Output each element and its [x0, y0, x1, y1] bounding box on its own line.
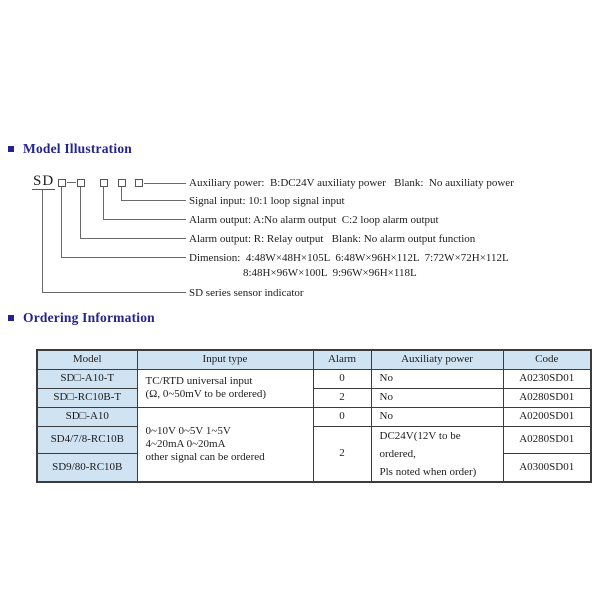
- code-cell: A0230SD01: [503, 369, 591, 388]
- connector-line-signal: [121, 187, 122, 201]
- connector-line-dimension: [61, 257, 186, 258]
- code-cell: A0280SD01: [503, 426, 591, 454]
- diagram-label-series: SD series sensor indicator: [189, 287, 304, 299]
- input-type-line: TC/RTD universal input: [145, 375, 253, 387]
- dash-connector: [67, 182, 76, 183]
- aux-power-line: Pls noted when order): [379, 465, 477, 478]
- aux-power-cell-merged: [371, 426, 503, 482]
- ordering-table: [36, 349, 592, 483]
- ordering-information-title: Ordering Information: [23, 310, 155, 325]
- aux-power-cell: No: [371, 388, 503, 407]
- aux-power-cell: No: [371, 369, 503, 388]
- diagram-label-alarm-output-a: Alarm output: A:No alarm output C:2 loop alarm output: [189, 214, 439, 226]
- column-header-code: Code: [503, 350, 591, 369]
- model-illustration-title: Model Illustration: [23, 141, 132, 156]
- input-type-line: 0~10V 0~5V 1~5V: [145, 424, 231, 437]
- code-cell: A0280SD01: [503, 388, 591, 407]
- table-header-row: [37, 350, 591, 369]
- column-header-input-type: Input type: [137, 350, 313, 369]
- diagram-label-dimension-line2: 8:48H×96W×100L 9:96W×96H×118L: [243, 267, 417, 279]
- aux-power-line: DC24V(12V to be ordered,: [379, 429, 461, 460]
- alarm-cell-merged: 2: [313, 426, 371, 482]
- table-row: [37, 426, 591, 454]
- connector-line-alarm-r: [80, 238, 186, 239]
- model-cell: SD□-RC10B-T: [37, 388, 137, 407]
- connector-line-signal: [121, 200, 186, 201]
- diagram-label-dimension-line1: Dimension: 4:48W×48H×105L 6:48W×96H×112L 7:72W×72H×112L: [189, 252, 509, 264]
- input-type-line: 4~20mA 0~20mA: [145, 437, 226, 450]
- code-cell: A0200SD01: [503, 407, 591, 426]
- model-illustration-heading: [8, 141, 132, 157]
- input-type-line: (Ω, 0~50mV to be ordered): [145, 388, 267, 400]
- model-cell: SD9/80-RC10B: [37, 454, 137, 482]
- connector-line-aux: [144, 183, 186, 184]
- table-row: [37, 388, 591, 407]
- connector-line-alarm-r: [80, 187, 81, 239]
- connector-line-alarm-a: [103, 219, 186, 220]
- alarm-cell: 0: [313, 369, 371, 388]
- input-type-cell-tc-rtd: [137, 369, 313, 407]
- model-code-box-aux-power: [135, 179, 143, 187]
- connector-line-alarm-a: [103, 187, 104, 220]
- square-bullet-icon: [8, 146, 14, 152]
- input-type-cell-analog: [137, 407, 313, 482]
- square-bullet-icon: [8, 315, 14, 321]
- model-cell: SD□-A10: [37, 407, 137, 426]
- code-cell: A0300SD01: [503, 454, 591, 482]
- ordering-information-heading: [8, 310, 155, 326]
- model-prefix: SD: [33, 173, 55, 189]
- table-row: [37, 369, 591, 388]
- model-code-box-dimension: [58, 179, 66, 187]
- column-header-auxiliaty-power: Auxiliaty power: [371, 350, 503, 369]
- column-header-alarm: Alarm: [313, 350, 371, 369]
- aux-power-cell: No: [371, 407, 503, 426]
- diagram-label-auxiliary-power: Auxiliary power: B:DC24V auxiliaty power Blank: No auxiliaty power: [189, 177, 514, 189]
- input-type-line: other signal can be ordered: [145, 450, 265, 463]
- model-code-box-alarm-r: [77, 179, 85, 187]
- diagram-label-signal-input: Signal input: 10:1 loop signal input: [189, 195, 345, 207]
- alarm-cell: 0: [313, 407, 371, 426]
- model-cell: SD□-A10-T: [37, 369, 137, 388]
- model-code-box-alarm-a: [100, 179, 108, 187]
- model-cell: SD4/7/8-RC10B: [37, 426, 137, 454]
- connector-line-series: [42, 190, 43, 293]
- alarm-cell: 2: [313, 388, 371, 407]
- table-row: [37, 407, 591, 426]
- diagram-label-alarm-output-r: Alarm output: R: Relay output Blank: No alarm output function: [189, 233, 476, 245]
- connector-line-series: [42, 292, 186, 293]
- column-header-model: Model: [37, 350, 137, 369]
- model-code-box-signal: [118, 179, 126, 187]
- connector-line-dimension: [61, 187, 62, 258]
